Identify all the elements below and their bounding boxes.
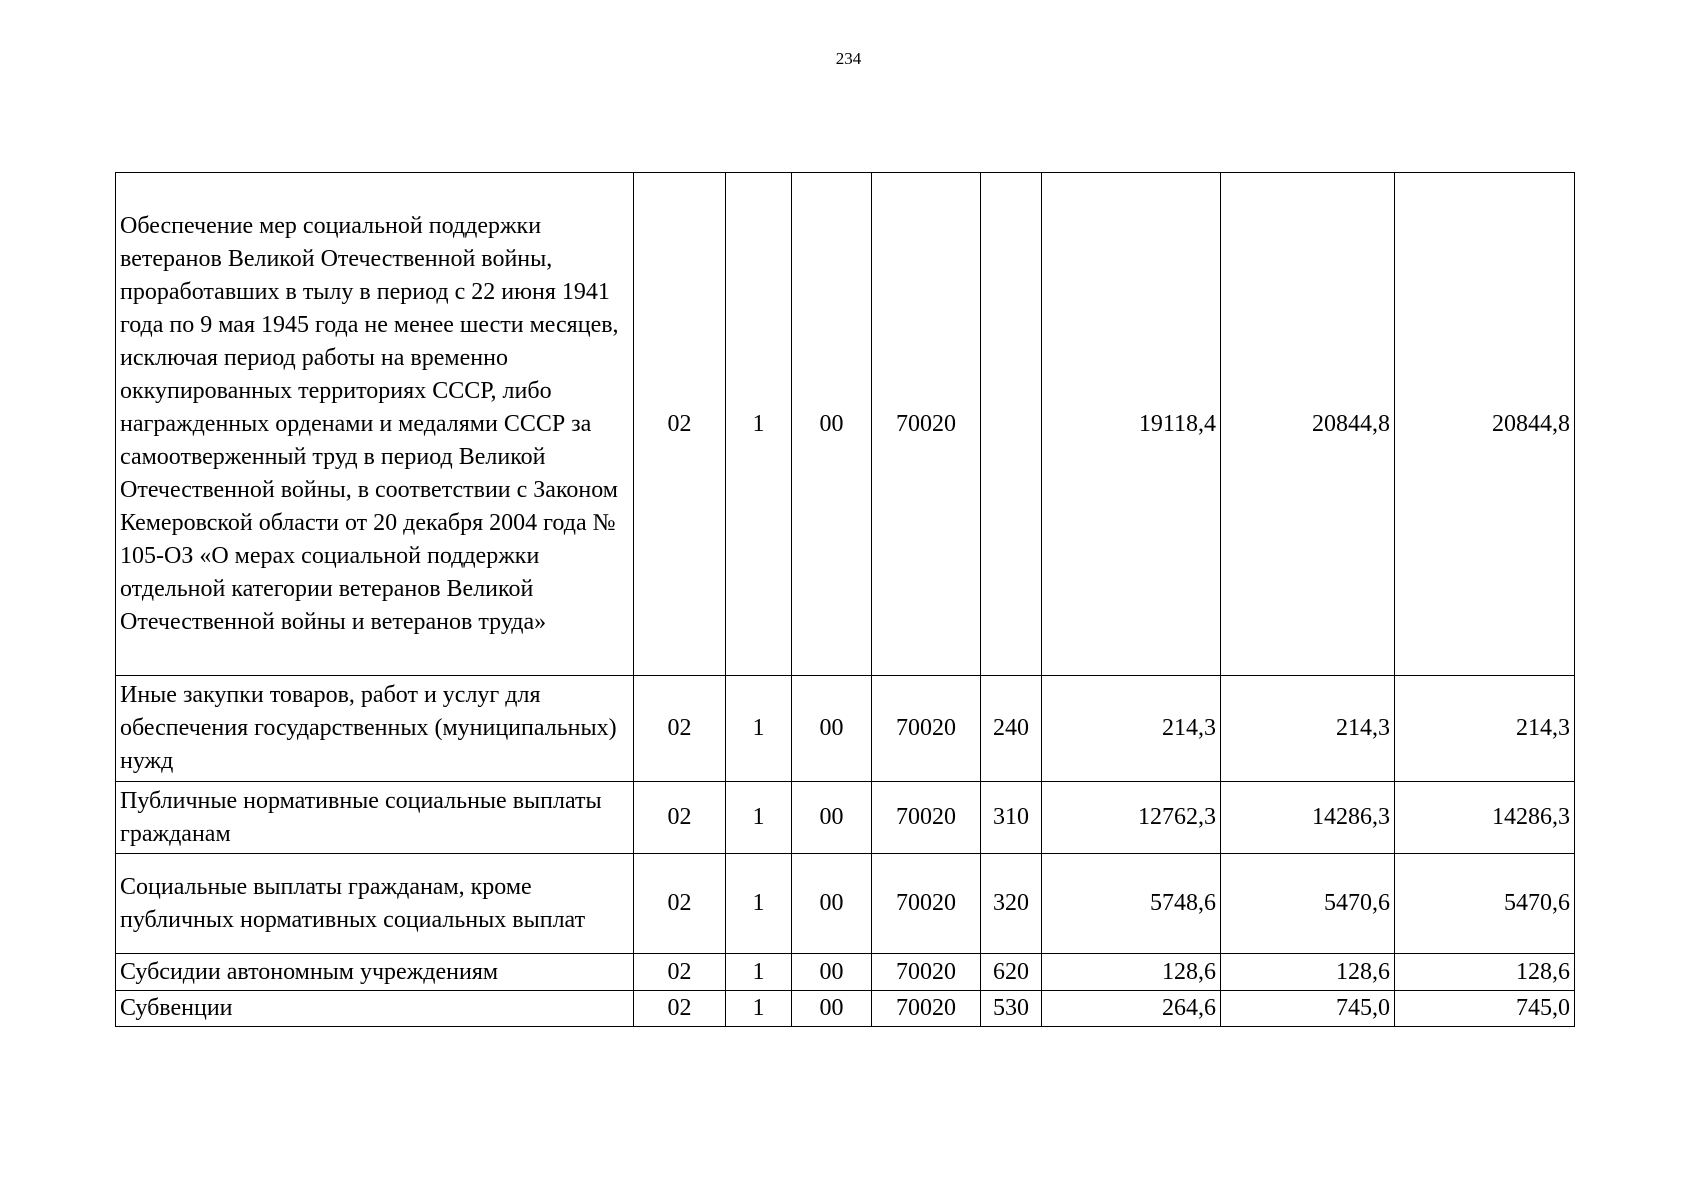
cell-value-2: 14286,3 [1221, 782, 1395, 854]
cell-code-3: 00 [792, 991, 872, 1027]
table-row [116, 991, 1575, 1027]
cell-code-3: 00 [792, 676, 872, 782]
row-name: Публичные нормативные социальные выплаты гражданам [116, 782, 634, 854]
cell-code-2: 1 [726, 676, 792, 782]
cell-code-4: 70020 [872, 954, 981, 991]
cell-code-5: 240 [981, 676, 1042, 782]
row-name: Обеспечение мер социальной поддержки ветеранов Великой Отечественной войны, проработавших в тылу в период с 22 июня 1941 года по 9 мая 1945 года не менее шести месяцев, исключая период работы на временно оккупированных территориях СССР, либо награжденных орденами и медалями СССР за самоотверженный труд в период Великой Отечественной войны, в соответствии с Законом Кемеровской области от 20 декабря 2004 года № 105-ОЗ «О мерах социальной поддержки отдельной категории ветеранов Великой Отечественной войны и ветеранов труда» [116, 173, 634, 676]
cell-code-1: 02 [634, 991, 726, 1027]
cell-code-5: 310 [981, 782, 1042, 854]
cell-code-3: 00 [792, 173, 872, 676]
table-row [116, 954, 1575, 991]
cell-value-1: 12762,3 [1042, 782, 1221, 854]
cell-code-1: 02 [634, 954, 726, 991]
row-name: Иные закупки товаров, работ и услуг для обеспечения государственных (муниципальных) нужд [116, 676, 634, 782]
cell-code-2: 1 [726, 954, 792, 991]
table-row [116, 782, 1575, 854]
cell-value-3: 214,3 [1395, 676, 1575, 782]
cell-value-3: 745,0 [1395, 991, 1575, 1027]
cell-code-4: 70020 [872, 173, 981, 676]
cell-value-1: 128,6 [1042, 954, 1221, 991]
row-name: Субсидии автономным учреждениям [116, 954, 634, 991]
cell-code-1: 02 [634, 173, 726, 676]
row-name: Субвенции [116, 991, 634, 1027]
cell-value-2: 214,3 [1221, 676, 1395, 782]
cell-value-3: 14286,3 [1395, 782, 1575, 854]
cell-code-1: 02 [634, 782, 726, 854]
cell-value-1: 5748,6 [1042, 854, 1221, 954]
table-row [116, 854, 1575, 954]
cell-code-5: 530 [981, 991, 1042, 1027]
row-name: Социальные выплаты гражданам, кроме публичных нормативных социальных выплат [116, 854, 634, 954]
cell-code-3: 00 [792, 854, 872, 954]
cell-value-3: 20844,8 [1395, 173, 1575, 676]
budget-table [115, 172, 1575, 1027]
cell-value-1: 264,6 [1042, 991, 1221, 1027]
cell-value-2: 128,6 [1221, 954, 1395, 991]
cell-code-5 [981, 173, 1042, 676]
cell-code-2: 1 [726, 854, 792, 954]
cell-code-5: 320 [981, 854, 1042, 954]
cell-code-4: 70020 [872, 676, 981, 782]
cell-code-4: 70020 [872, 854, 981, 954]
cell-value-3: 128,6 [1395, 954, 1575, 991]
cell-value-2: 5470,6 [1221, 854, 1395, 954]
cell-value-1: 19118,4 [1042, 173, 1221, 676]
cell-code-4: 70020 [872, 991, 981, 1027]
table-row [116, 173, 1575, 676]
cell-code-1: 02 [634, 854, 726, 954]
cell-code-4: 70020 [872, 782, 981, 854]
cell-value-2: 20844,8 [1221, 173, 1395, 676]
cell-value-2: 745,0 [1221, 991, 1395, 1027]
cell-code-2: 1 [726, 991, 792, 1027]
cell-code-3: 00 [792, 782, 872, 854]
cell-code-2: 1 [726, 782, 792, 854]
cell-code-1: 02 [634, 676, 726, 782]
cell-code-2: 1 [726, 173, 792, 676]
cell-code-3: 00 [792, 954, 872, 991]
page-number: 234 [835, 49, 862, 68]
table-row [116, 676, 1575, 782]
cell-code-5: 620 [981, 954, 1042, 991]
cell-value-3: 5470,6 [1395, 854, 1575, 954]
cell-value-1: 214,3 [1042, 676, 1221, 782]
